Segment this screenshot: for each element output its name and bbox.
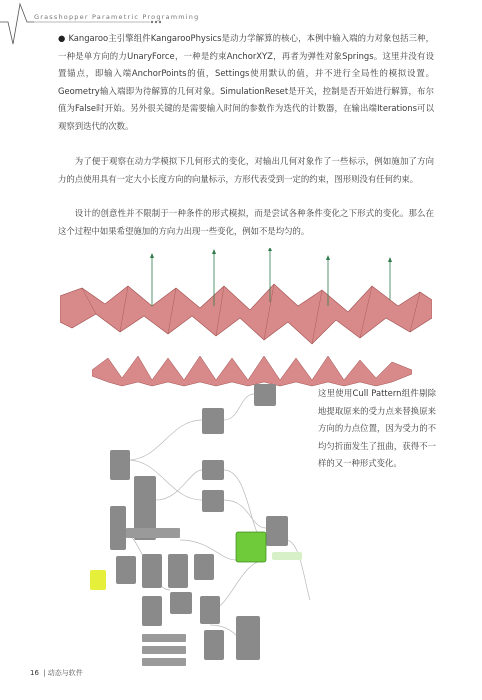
paragraph-creativity: 设计的创意性并不限制于一种条件的形式模拟，而是尝试各种条件变化之下形式的变化。那么在这个过程中如果希望施加的方向力出现一些变化，例如不是均匀的。	[58, 208, 434, 236]
yellow-panel	[90, 570, 106, 590]
component-node	[168, 554, 188, 588]
vector-arrowheads	[150, 248, 392, 262]
component-node	[200, 596, 220, 624]
component-node	[126, 528, 180, 538]
paragraph-kangaroo	[58, 30, 434, 136]
folded-surface	[60, 284, 432, 344]
component-node	[204, 630, 224, 660]
running-title: Grasshopper Parametric Programming	[34, 13, 200, 21]
component-node	[170, 592, 192, 614]
kangaroo-physics-component	[236, 532, 266, 562]
number-slider	[142, 646, 186, 654]
component-node	[142, 554, 162, 588]
paragraph-annotation: 为了便于观察在动力学模拟下几何形式的变化，对输出几何对象作了一些标示，例如施加了方向力的点使用具有一定大小长度方向的向量标示，方形代表受到一定的约束，图形则没有任何约束。	[58, 156, 434, 184]
component-node	[236, 616, 260, 660]
component-node	[202, 490, 224, 512]
component-node	[254, 384, 276, 406]
number-slider	[142, 634, 186, 642]
component-node	[110, 506, 126, 550]
component-nodes	[90, 384, 302, 666]
footer-section: | 动态与软件	[43, 669, 83, 677]
component-node	[202, 460, 224, 480]
component-node	[202, 408, 224, 434]
component-node	[194, 554, 214, 580]
component-node	[142, 596, 162, 626]
folded-surface-render	[60, 248, 432, 368]
paragraph-kangaroo-text: Kangaroo主引擎组件KangarooPhysics是动力学解算的核心，本例中输入端的力对象包括三种，一种是单方向的力UnaryForce，一种是约束AnchorXYZ，再者为弹性对象Springs。这里并没有设置锚点，即输入端AnchorPoints的值，Settings使用默认的值，并不进行全局性的模拟设置。Geometry输入端即为待解算的几何对象。SimulationReset是开关，控制是否开始进行解算，布尔值为False时开始。另外很关键的是需要输入时间的参数作为迭代的计数器，在输出端Iterations可以观察到迭代的次数。	[58, 33, 434, 131]
component-output	[272, 552, 302, 560]
component-node	[110, 450, 130, 480]
header-dot-2	[155, 21, 157, 23]
header-dot-3	[159, 21, 161, 23]
component-node	[116, 556, 136, 584]
number-slider	[142, 658, 186, 666]
component-node	[266, 516, 288, 546]
header-dot-1	[151, 21, 153, 23]
page-number: 16	[30, 669, 39, 677]
bullet-icon: ●	[58, 33, 66, 43]
header-wave-line	[0, 4, 34, 44]
side-note-cull-pattern: 这里使用Cull Pattern组件剔除地提取原来的受力点来替换原来方向的力点位置，因为受力的不均匀折面发生了扭曲，获得不一样的又一种形式变化。	[318, 388, 436, 469]
page-footer	[30, 668, 83, 678]
grasshopper-definition	[90, 380, 314, 670]
